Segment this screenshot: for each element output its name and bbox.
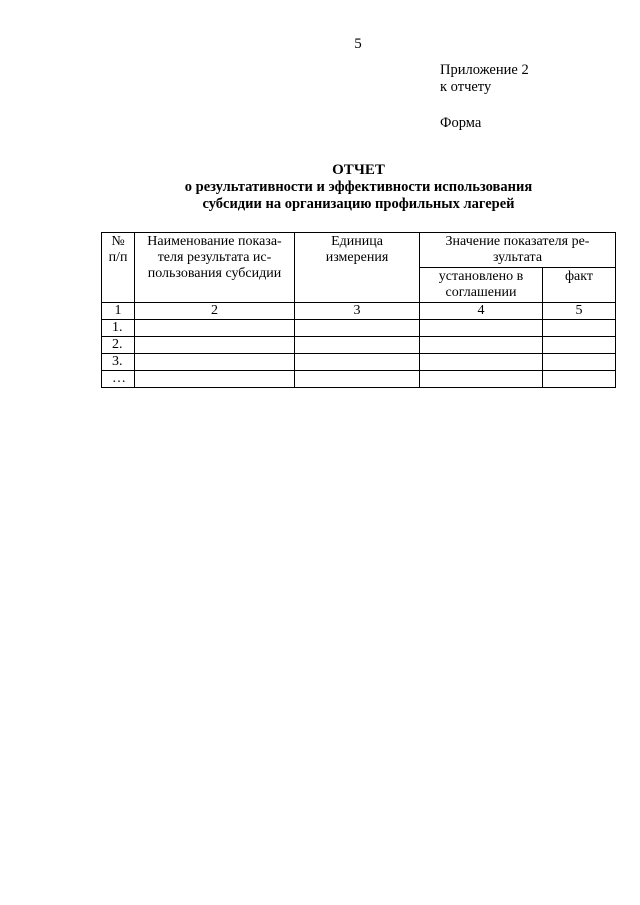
table-cell [543, 371, 616, 388]
column-number-5: 5 [543, 303, 616, 320]
report-table [101, 232, 616, 388]
table-cell [135, 354, 295, 371]
table-cell [295, 354, 420, 371]
row-number: 2. [102, 337, 135, 354]
header-indicator-value [420, 233, 616, 268]
table-cell [295, 371, 420, 388]
header-unit-line-1: Единица [331, 234, 383, 249]
table-cell [420, 337, 543, 354]
column-number-1: 1 [102, 303, 135, 320]
appendix-line-1: Приложение 2 [440, 62, 529, 78]
column-number-4: 4 [420, 303, 543, 320]
row-number: 1. [102, 320, 135, 337]
header-indicator-line-1: Наименование показа- [147, 234, 282, 249]
header-agreed [420, 268, 543, 303]
header-agreed-line-2: соглашении [445, 285, 517, 300]
header-value-line-1: Значение показателя ре- [445, 234, 590, 249]
header-number [102, 233, 135, 303]
table-cell [543, 337, 616, 354]
header-unit [295, 233, 420, 303]
table-cell [543, 320, 616, 337]
table-cell [420, 371, 543, 388]
table-cell [543, 354, 616, 371]
table-cell [295, 320, 420, 337]
table-row [102, 354, 616, 371]
appendix-note [440, 62, 529, 132]
header-value-line-2: зультата [492, 250, 543, 265]
table-row [102, 371, 616, 388]
form-label: Форма [440, 115, 482, 131]
header-row-1 [102, 233, 616, 268]
table-row [102, 337, 616, 354]
report-title [100, 162, 617, 213]
header-agreed-line-1: установлено в [438, 269, 524, 284]
header-unit-line-2: измерения [325, 250, 389, 265]
header-number-line-1: № [111, 234, 125, 249]
page-number: 5 [354, 36, 362, 52]
column-number-2: 2 [135, 303, 295, 320]
title-main: ОТЧЕТ [332, 162, 385, 178]
header-indicator-name [135, 233, 295, 303]
row-number: … [102, 371, 135, 388]
appendix-line-2: к отчету [440, 79, 492, 95]
column-number-3: 3 [295, 303, 420, 320]
header-indicator-line-2: теля результата ис- [157, 250, 272, 265]
table-cell [420, 320, 543, 337]
column-numbers-row [102, 303, 616, 320]
header-number-line-2: п/п [108, 250, 128, 265]
header-indicator-line-3: пользования субсидии [147, 266, 282, 281]
table-cell [135, 337, 295, 354]
table-row [102, 320, 616, 337]
table-cell [295, 337, 420, 354]
title-line-1: о результативности и эффективности использования [184, 179, 533, 195]
row-number: 3. [102, 354, 135, 371]
table-cell [135, 371, 295, 388]
table-cell [420, 354, 543, 371]
table-cell [135, 320, 295, 337]
title-line-2: субсидии на организацию профильных лагерей [202, 196, 515, 212]
header-actual: факт [543, 268, 616, 303]
